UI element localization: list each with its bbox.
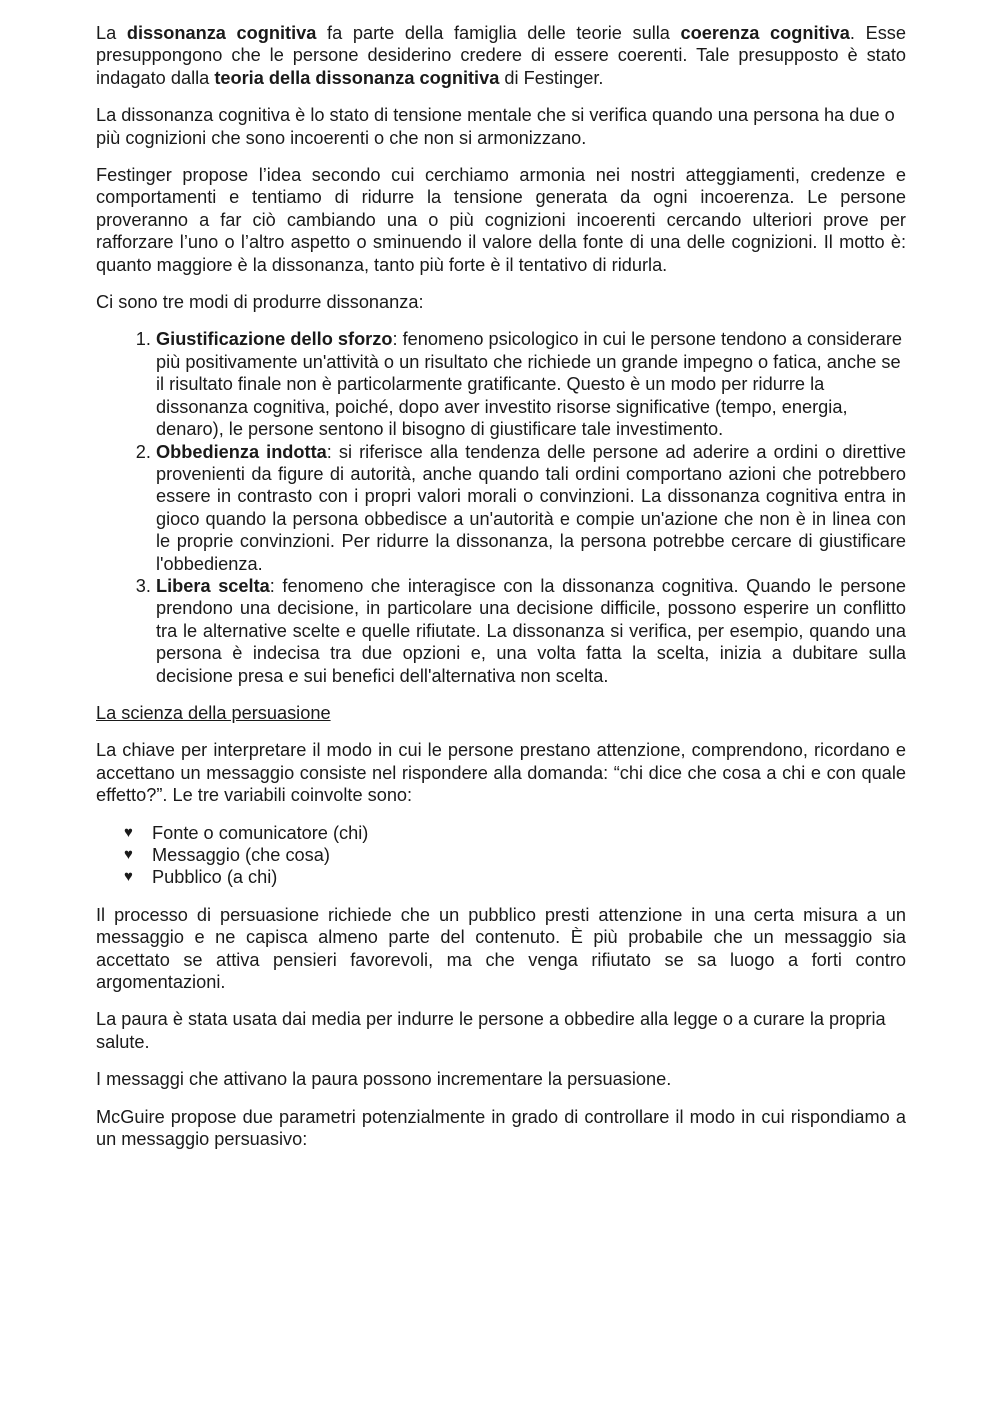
variables-list <box>96 822 906 889</box>
list-item <box>156 441 906 575</box>
list-item-text: : fenomeno che interagisce con la dissonanza cognitiva. Quando le persone prendono una decisione, in particolare una decisione difficile, possono esperire un conflitto tra le alternative scelte e quelle rifiutate. La dissonanza si verifica, per esempio, quando una persona è indecisa tra due opzioni e, una volta fatta la scelta, inizia a dubitare sulla decisione presa e sui benefici dell'alternativa non scelta. <box>156 575 907 686</box>
term-coerenza-cognitiva: coerenza cognitiva <box>680 23 850 43</box>
persuasion-process-paragraph: Il processo di persuasione richiede che un pubblico presti attenzione in una certa misura a un messaggio e ne capisca almeno parte del contenuto. È più probabile che un messaggio sia accettato se attiva pensieri favorevoli, ma che venga rifiutato se sa luogo a forti contro argomentazioni. <box>96 904 906 993</box>
fear-media-paragraph: La paura è stata usata dai media per indurre le persone a obbedire alla legge o a curare la propria salute. <box>96 1009 886 1052</box>
intro-text-1: La <box>96 23 127 43</box>
list-item-term: Libera scelta <box>156 575 270 596</box>
document-page <box>96 22 906 1165</box>
intro-text-3: . Esse presuppongono che le persone desiderino credere di essere coerenti. Tale presupposto è stato indagato dalla <box>96 23 906 88</box>
list-item-term: Giustificazione dello sforzo <box>156 329 393 350</box>
persuasion-key-paragraph: La chiave per interpretare il modo in cui le persone prestano attenzione, comprendono, ricordano e accettano un messaggio consiste nel rispondere alla domanda: “chi dice che cosa a chi e con quale effetto?”. Le tre variabili coinvolte sono: <box>96 740 906 806</box>
list-item-text: Pubblico (a chi) <box>152 867 278 888</box>
heart-bullet-icon: ♥ <box>124 846 133 863</box>
dissonance-modes-list <box>96 328 906 687</box>
list-item-text: Fonte o comunicatore (chi) <box>152 822 369 843</box>
heart-bullet-icon: ♥ <box>124 868 133 886</box>
intro-text-4: di Festinger. <box>499 67 604 88</box>
list-item <box>156 575 906 687</box>
list-item <box>124 844 906 866</box>
list-item-text: Messaggio (che cosa) <box>152 845 330 865</box>
list-item <box>124 866 906 888</box>
list-item <box>124 822 906 844</box>
modes-intro-paragraph: Ci sono tre modi di produrre dissonanza: <box>96 292 424 313</box>
mcguire-paragraph: McGuire propose due parametri potenzialmente in grado di controllare il modo in cui rispondiamo a un messaggio persuasivo: <box>96 1106 906 1150</box>
list-item-term: Obbedienza indotta <box>156 441 327 462</box>
term-dissonanza-cognitiva: dissonanza cognitiva <box>126 23 317 43</box>
list-item <box>156 328 906 440</box>
heart-bullet-icon: ♥ <box>124 823 133 841</box>
intro-paragraph <box>96 22 906 89</box>
term-teoria-dissonanza: teoria della dissonanza cognitiva <box>214 67 500 88</box>
intro-text-2: fa parte della famiglia delle teorie sulla <box>316 23 681 43</box>
festinger-paragraph: Festinger propose l’idea secondo cui cerchiamo armonia nei nostri atteggiamenti, credenze e comportamenti e tentiamo di ridurre la tensione generata da ogni incoerenza. Le persone proveranno a far ciò cambiando una o più cognizioni incoerenti cercando ulteriori prove per rafforzare l’uno o l’altro aspetto o sminuendo il valore della fonte di una delle cognizioni. Il motto è: quanto maggiore è la dissonanza, tanto più forte è il tentativo di ridurla. <box>96 165 906 275</box>
definition-paragraph: La dissonanza cognitiva è lo stato di tensione mentale che si verifica quando una persona ha due o più cognizioni che sono incoerenti o che non si armonizzano. <box>96 105 895 148</box>
list-item-text: : si riferisce alla tendenza delle persone ad aderire a ordini o direttive provenienti da figure di autorità, anche quando tali ordini comportano azioni che potrebbero essere in contrasto con i propri valori morali o convinzioni. La dissonanza cognitiva entra in gioco quando la persona obbedisce a un'autorità e compie un'azione che non è in linea con le proprie convinzioni. Per ridurre la dissonanza, la persona potrebbe cercare di giustificare l'obbedienza. <box>156 441 906 574</box>
list-item-text: : fenomeno psicologico in cui le persone tendono a considerare più positivamente un'attività o un risultato che richiede un grande impegno o fatica, anche se il risultato finale non è particolarmente gratificante. Questo è un modo per ridurre la dissonanza cognitiva, poiché, dopo aver investito risorse significative (tempo, energia, denaro), le persone sentono il bisogno di giustificare tale investimento. <box>156 329 903 440</box>
fear-messages-paragraph: I messaggi che attivano la paura possono incrementare la persuasione. <box>96 1069 672 1090</box>
section-heading: La scienza della persuasione <box>96 702 331 723</box>
